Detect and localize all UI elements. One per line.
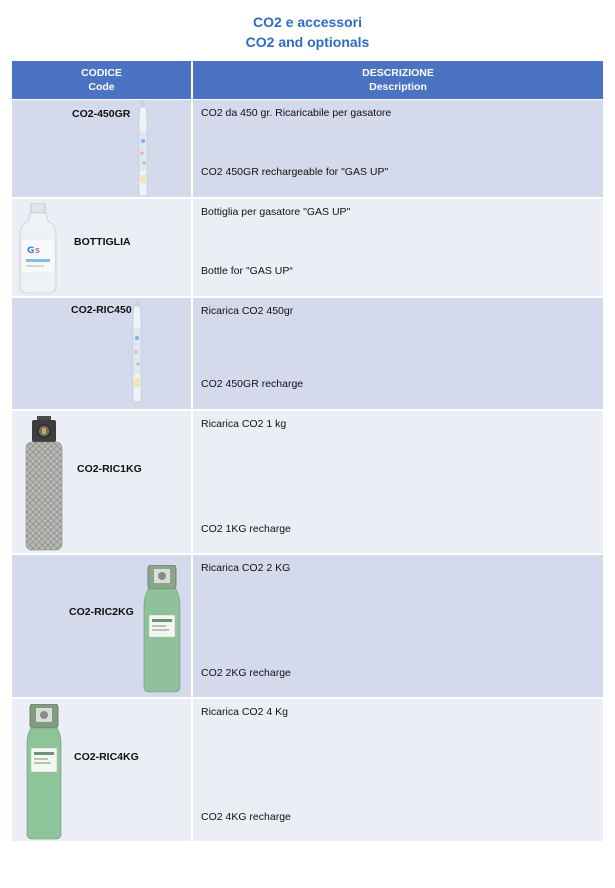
description-cell: [193, 555, 603, 697]
description-it: CO2 da 450 gr. Ricaricabile per gasatore: [201, 107, 392, 119]
table-row: [12, 298, 603, 411]
bottle-image: [18, 203, 58, 295]
product-code: CO2-RIC1KG: [77, 463, 142, 475]
description-en: CO2 2KG recharge: [201, 667, 291, 679]
code-cell: [12, 699, 191, 841]
description-it: Ricarica CO2 1 kg: [201, 418, 287, 430]
description-cell: [193, 199, 603, 296]
header-code-en: Code: [88, 81, 115, 93]
description-cell: [193, 298, 603, 409]
description-it: Ricarica CO2 450gr: [201, 305, 294, 317]
description-it: Ricarica CO2 4 Kg: [201, 706, 288, 718]
description-en: CO2 450GR rechargeable for "GAS UP": [201, 166, 389, 178]
co2-cylinder-image: [142, 565, 182, 693]
header-desc-it: DESCRIZIONE: [362, 67, 434, 79]
description-cell: [193, 411, 603, 553]
table-row: [12, 555, 603, 699]
co2-cylinder-image: [26, 704, 62, 840]
code-cell: [12, 555, 191, 697]
table-row: [12, 100, 603, 199]
co2-cartridge-image: [129, 300, 145, 404]
description-en: Bottle for "GAS UP“: [201, 265, 293, 277]
code-cell: [12, 298, 191, 409]
page-title: CO2 e accessori: [253, 14, 362, 30]
description-en: CO2 4KG recharge: [201, 811, 291, 823]
description-en: CO2 450GR recharge: [201, 378, 304, 390]
table-row: [12, 199, 603, 298]
header-code-it: CODICE: [81, 67, 122, 79]
co2-cylinder-image: [24, 416, 64, 552]
code-cell: [12, 199, 191, 296]
header-description: [193, 61, 603, 99]
svg-text:G: G: [27, 246, 35, 256]
header-desc-en: Description: [369, 81, 427, 93]
code-cell: [12, 100, 191, 197]
product-code: CO2-450GR: [72, 108, 131, 120]
description-it: Bottiglia per gasatore "GAS UP": [201, 206, 351, 218]
product-code: CO2-RIC450: [71, 304, 132, 316]
description-cell: [193, 699, 603, 841]
description-cell: [193, 100, 603, 197]
header-code: [12, 61, 191, 99]
table-row: [12, 699, 603, 843]
table-row: [12, 411, 603, 555]
co2-cartridge-image: [135, 101, 151, 197]
svg-text:S: S: [35, 247, 41, 255]
description-en: CO2 1KG recharge: [201, 523, 291, 535]
description-it: Ricarica CO2 2 KG: [201, 562, 291, 574]
product-code: CO2-RIC2KG: [69, 606, 134, 618]
product-code: BOTTIGLIA: [74, 236, 131, 248]
code-cell: [12, 411, 191, 553]
page-subtitle: CO2 and optionals: [245, 34, 370, 50]
product-code: CO2-RIC4KG: [74, 751, 139, 763]
